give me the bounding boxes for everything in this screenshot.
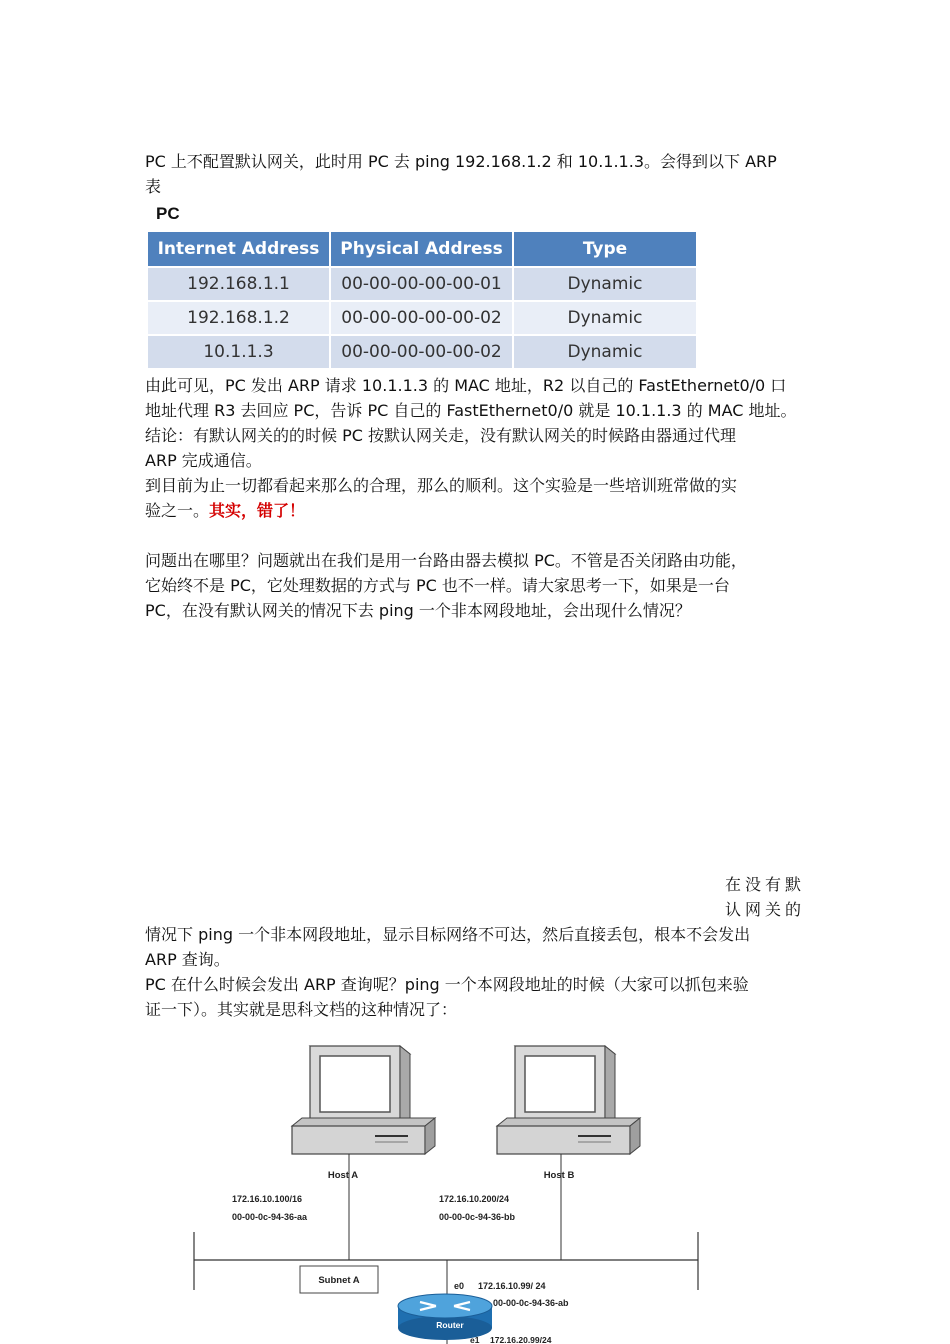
para4-line-3: PC 在什么时候会发出 ARP 查询呢？ping 一个本网段地址的时候（大家可以抓包来验: [145, 975, 749, 994]
arp-table-header-row: [147, 231, 697, 267]
cell-type: Dynamic: [513, 267, 697, 301]
para2-line-5: 到目前为止一切都看起来那么的合理，那么的顺利。这个实验是一些培训班常做的实: [145, 476, 738, 495]
e1-label: e1: [470, 1335, 480, 1344]
cell-mac: 00-00-00-00-00-02: [330, 335, 513, 369]
para4-line-4: 证一下）。其实就是思科文档的这种情况了：: [145, 1000, 458, 1019]
table-row: [147, 267, 697, 301]
para3-line-3: PC，在没有默认网关的情况下去 ping 一个非本网段地址，会出现什么情况？: [145, 601, 691, 620]
host-a-label: Host A: [327, 1170, 359, 1181]
intro-line-2: 表: [145, 177, 162, 196]
router-label: Router: [436, 1320, 464, 1330]
intro-paragraph: [145, 149, 807, 199]
explanation-paragraph: [145, 373, 807, 523]
host-a-computer-icon: [292, 1046, 435, 1154]
table-row: [147, 335, 697, 369]
arp-table-label: PC: [156, 204, 180, 223]
para4-line-1: 情况下 ping 一个非本网段地址，显示目标网络不可达，然后直接丢包，根本不会发出: [145, 925, 751, 944]
highlight-wrong: 其实，错了！: [209, 501, 306, 520]
subnet-label: Subnet A: [318, 1275, 360, 1286]
header-physical-address: Physical Address: [330, 231, 513, 267]
cell-mac: 00-00-00-00-00-02: [330, 301, 513, 335]
cell-ip: 10.1.1.3: [147, 335, 330, 369]
cell-ip: 192.168.1.2: [147, 301, 330, 335]
e0-mac: 00-00-0c-94-36-ab: [493, 1298, 569, 1308]
cell-ip: 192.168.1.1: [147, 267, 330, 301]
network-diagram: [180, 1036, 720, 1344]
cell-mac: 00-00-00-00-00-01: [330, 267, 513, 301]
arp-table: [146, 230, 698, 370]
e1-ip: 172.16.20.99/24: [490, 1335, 552, 1344]
host-a-mac: 00-00-0c-94-36-aa: [232, 1212, 308, 1222]
cell-type: Dynamic: [513, 301, 697, 335]
para2-line-4: ARP 完成通信。: [145, 451, 262, 470]
header-type: Type: [513, 231, 697, 267]
e0-ip: 172.16.10.99/ 24: [478, 1281, 546, 1291]
host-a-ip: 172.16.10.100/16: [232, 1194, 303, 1204]
table-row: [147, 301, 697, 335]
e0-label: e0: [454, 1281, 465, 1291]
header-internet-address: Internet Address: [147, 231, 330, 267]
host-b-computer-icon: [497, 1046, 640, 1154]
host-b-ip: 172.16.10.200/24: [439, 1194, 510, 1204]
intro-line-1: PC 上不配置默认网关，此时用 PC 去 ping 192.168.1.2 和 10.1.1.3。会得到以下 ARP: [145, 152, 777, 171]
cell-type: Dynamic: [513, 335, 697, 369]
para4-line-2: ARP 查询。: [145, 950, 230, 969]
para3-line-2: 它始终不是 PC，它处理数据的方式与 PC 也不一样。请大家思考一下，如果是一台: [145, 576, 730, 595]
answer-paragraph: [145, 922, 807, 1022]
para2-line-6-text: 验之一。: [145, 501, 210, 520]
question-paragraph: [145, 548, 807, 623]
para2-line-3: 结论：有默认网关的的时候 PC 按默认网关走，没有默认网关的时候路由器通过代理: [145, 426, 736, 445]
frag-line-1: 在没有默: [725, 875, 806, 894]
para2-line-2: 地址代理 R3 去回应 PC，告诉 PC 自己的 FastEthernet0/0 就是 10.1.1.3 的 MAC 地址。: [145, 401, 797, 420]
host-b-label: Host B: [543, 1170, 575, 1181]
host-b-mac: 00-00-0c-94-36-bb: [439, 1212, 516, 1222]
router-icon: [398, 1294, 492, 1340]
wrapped-fragment: [725, 872, 807, 922]
para2-line-1: 由此可见，PC 发出 ARP 请求 10.1.1.3 的 MAC 地址，R2 以自己的 FastEthernet0/0 口: [145, 376, 787, 395]
para3-line-1: 问题出在哪里？问题就出在我们是用一台路由器去模拟 PC。不管是否关闭路由功能，: [145, 551, 747, 570]
para2-line-6: [145, 498, 807, 523]
frag-line-2: 认网关的: [725, 900, 806, 919]
